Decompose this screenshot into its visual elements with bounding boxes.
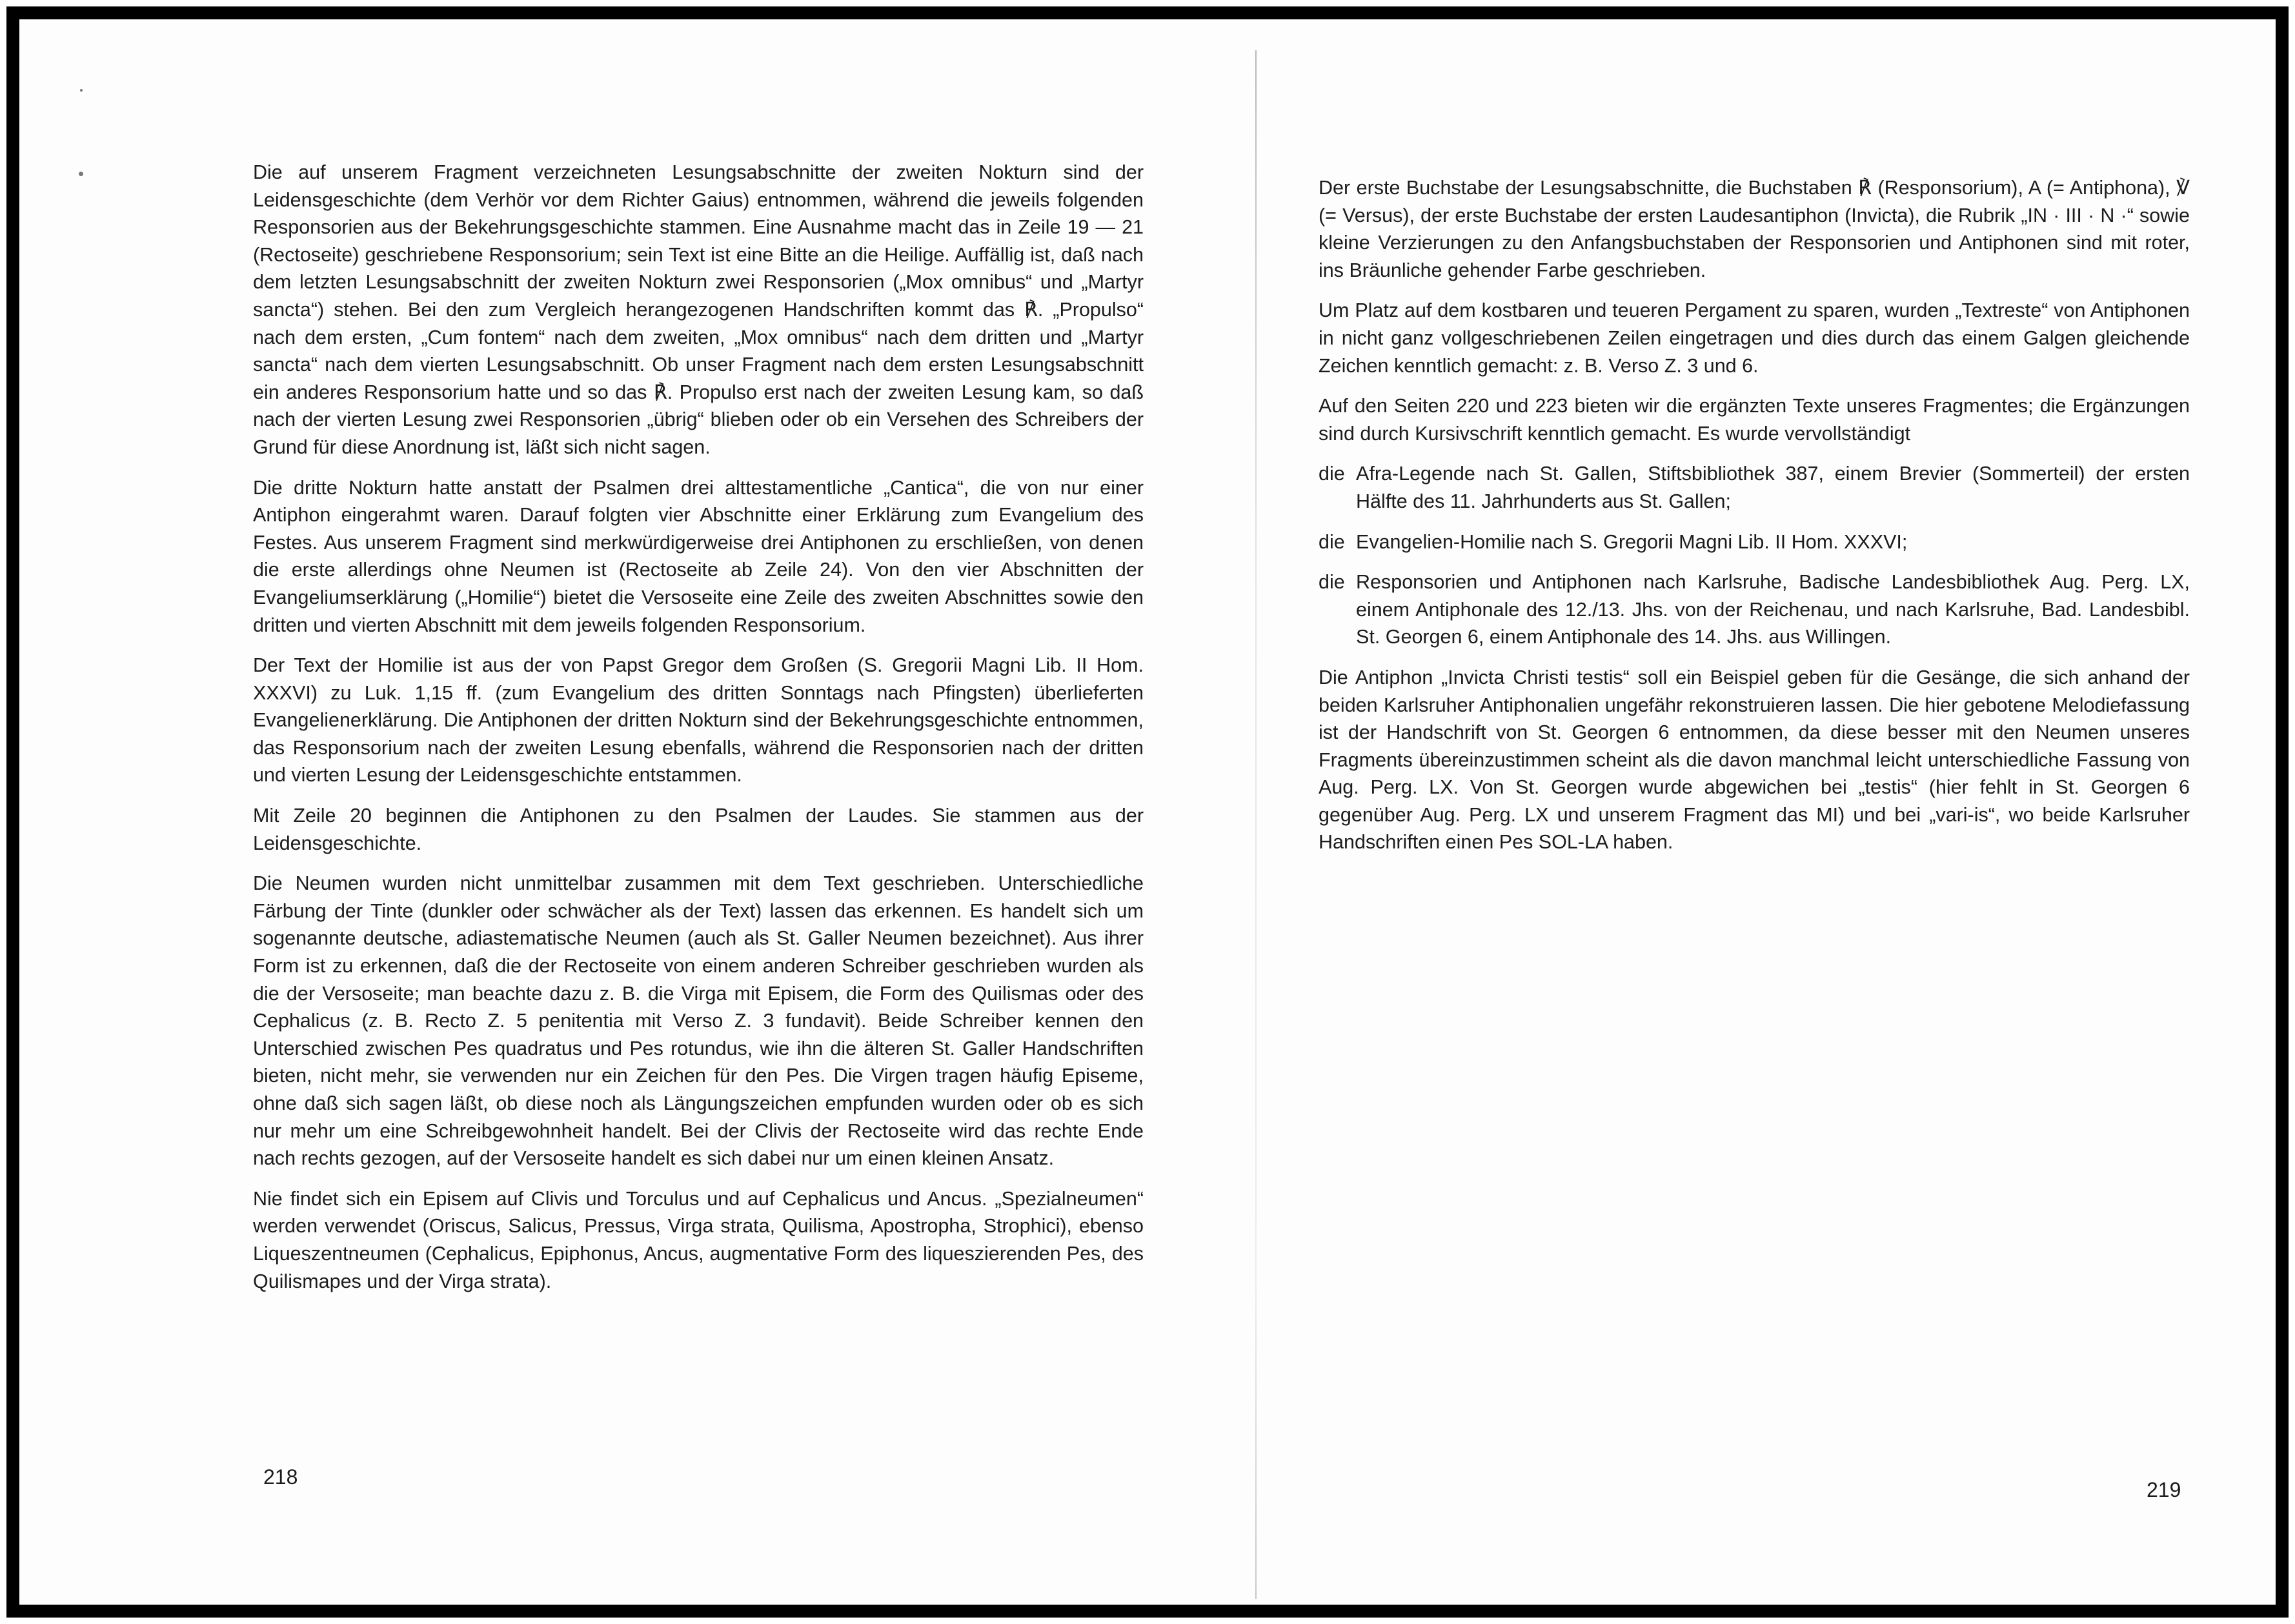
paragraph: Auf den Seiten 220 und 223 bieten wir die ergänzten Texte unseres Fragmentes; die Ergänzungen sind durch Kursivschrift kenntlich gemacht. Es wurde vervollständigt [1319, 395, 2190, 445]
list-item [1319, 528, 2190, 556]
scan-speck [80, 89, 83, 92]
paragraph: Nie findet sich ein Episem auf Clivis und Torculus und auf Cephalicus und Ancus. „Spezialneumen“ werden verwendet (Oriscus, Salicus, Pressus, Virga strata, Quilisma, Apostropha, Strophici), ebenso Liqueszentneumen (Cephalicus, Epiphonus, Ancus, augmentative Form des liqueszierenden Pes, des Quilismapes und der Virga strata). [253, 1187, 1144, 1292]
list-item-text: Evangelien-Homilie nach S. Gregorii Magni Lib. II Hom. XXXVI; [1356, 530, 1908, 553]
book-gutter [1255, 50, 1257, 1599]
page-number-right: 219 [2147, 1478, 2181, 1501]
list-item [1319, 568, 2190, 651]
list-item-label: die [1319, 530, 1345, 553]
paragraph: Um Platz auf dem kostbaren und teueren Pergament zu sparen, wurden „Textreste“ von Antiphonen in nicht ganz vollgeschriebenen Zeilen eingetragen und dies durch das einem Galgen gleichende Zeichen kenntlich gemacht: z. B. Verso Z. 3 und 6. [1319, 299, 2190, 377]
list-item-text: Afra-Legende nach St. Gallen, Stiftsbibliothek 387, einem Brevier (Sommerteil) der ersten Hälfte des 11. Jahrhunderts aus St. Gallen; [1356, 463, 2190, 512]
paragraph: Die Antiphon „Invicta Christi testis“ soll ein Beispiel geben für die Gesänge, die sich anhand der beiden Karlsruher Antiphonalien ungefähr rekonstruieren lassen. Die hier gebotene Melodiefassung ist der Handschrift von St. Georgen 6 entnommen, da diese besser mit den Neumen unseres Fragments übereinzustimmen scheint als die davon manchmal leicht unterschiedliche Fassung von Aug. Perg. LX. Von St. Georgen wurde abgewichen bei „testis“ (hier fehlt in St. Georgen 6 gegenüber Aug. Perg. LX und unserem Fragment das MI) und bei „vari-is“, wo beide Karlsruher Handschriften einen Pes SOL-LA haben. [1319, 666, 2190, 854]
right-page [1319, 174, 2190, 869]
paragraph: Die dritte Nokturn hatte anstatt der Psalmen drei alttestamentliche „Cantica“, die von nur einer Antiphon eingerahmt waren. Darauf folgten vier Abschnitte einer Erklärung zum Evangelium des Festes. Aus unserem Fragment sind merkwürdigerweise drei Antiphonen zu erschließen, von denen die erste allerdings ohne Neumen ist (Rectoseite ab Zeile 24). Von den vier Abschnitten der Evangeliumserklärung („Homilie“) bietet die Versoseite eine Zeile des zweiten Abschnittes sowie den dritten und vierten Abschnitt mit dem jeweils folgenden Responsorium. [253, 476, 1144, 636]
paragraph: Die Neumen wurden nicht unmittelbar zusammen mit dem Text geschrieben. Unterschiedliche Färbung der Tinte (dunkler oder schwächer als der Text) lassen das erkennen. Es handelt sich um sogenannte deutsche, adiastematische Neumen (auch als St. Galler Neumen bezeichnet). Aus ihrer Form ist zu erkennen, daß die der Rectoseite von einem anderen Schreiber geschrieben wurden als die der Versoseite; man beachte dazu z. B. die Virga mit Episem, die Form des Quilismas oder des Cephalicus (z. B. Recto Z. 5 penitentia mit Verso Z. 3 fundavit). Beide Schreiber kennen den Unterschied zwischen Pes quadratus und Pes rotundus, wie ihn die älteren St. Galler Handschriften bieten, nicht mehr, sie verwenden nur ein Zeichen für den Pes. Die Virgen tragen häufig Episeme, ohne daß sich sagen läßt, ob diese noch als Längungszeichen empfunden wurden oder ob es sich nur mehr um eine Schreibgewohnheit handelt. Bei der Clivis der Rectoseite wird das rechte Ende nach rechts gezogen, auf der Versoseite handelt es sich dabei nur um einen kleinen Ansatz. [253, 872, 1144, 1170]
list-item-text: Responsorien und Antiphonen nach Karlsruhe, Badische Landesbibliothek Aug. Perg. LX, einem Antiphonale des 12./13. Jhs. von der Reichenau, und nach Karlsruhe, Bad. Landesbibl. St. Georgen 6, einem Antiphonale des 14. Jhs. aus Willingen. [1356, 571, 2190, 648]
paragraph: Der erste Buchstabe der Lesungsabschnitte, die Buchstaben ℟ (Responsorium), A (= Antiphona), ℣ (= Versus), der erste Buchstabe der ersten Laudesantiphon (Invicta), die Rubrik „IN · III · N ·“ sowie kleine Verzierungen zu den Anfangsbuchstaben der Responsorien und Antiphonen sind mit roter, ins Bräunliche gehender Farbe geschrieben. [1319, 177, 2190, 281]
list-item-label: die [1319, 571, 1345, 594]
scan-speck [79, 172, 83, 176]
paragraph: Der Text der Homilie ist aus der von Papst Gregor dem Großen (S. Gregorii Magni Lib. II Hom. XXXVI) zu Luk. 1,15 ff. (zum Evangelium des dritten Sonntags nach Pfingsten) überlieferten Evangelienerklärung. Die Antiphonen der dritten Nokturn sind der Bekehrungsgeschichte entnommen, das Responsorium nach der zweiten Lesung ebenfalls, während die Responsorien nach der dritten und vierten Lesung der Leidensgeschichte entstammen. [253, 654, 1144, 787]
page-number-left: 218 [263, 1465, 298, 1489]
paragraph: Die auf unserem Fragment verzeichneten Lesungsabschnitte der zweiten Nokturn sind der Leidensgeschichte (dem Verhör vor dem Richter Gaius) entnommen, während die jeweils folgenden Responsorien aus der Bekehrungsgeschichte stammen. Eine Ausnahme macht das in Zeile 19 — 21 (Rectoseite) geschriebene Responsorium; sein Text ist eine Bitte an die Heilige. Auffällig ist, daß nach dem letzten Lesungsabschnitt der zweiten Nokturn zwei Responsorien („Mox omnibus“ und „Martyr sancta“) stehen. Bei den zum Vergleich herangezogenen Handschriften kommt das ℟. „Propulso“ nach dem ersten, „Cum fontem“ nach dem zweiten, „Mox omnibus“ nach dem dritten und „Martyr sancta“ nach dem vierten Lesungsabschnitt. Ob unser Fragment nach dem ersten Lesungsabschnitt ein anderes Responsorium hatte und so das ℟. Propulso erst nach der zweiten Lesung kam, so daß nach der vierten Lesung zwei Responsorien „übrig“ blieben oder ob ein Versehen des Schreibers der Grund für diese Anordnung ist, läßt sich nicht sagen. [253, 161, 1144, 458]
paragraph: Mit Zeile 20 beginnen die Antiphonen zu den Psalmen der Laudes. Sie stammen aus der Leidensgeschichte. [253, 805, 1144, 854]
left-page [253, 159, 1144, 1308]
list-item [1319, 460, 2190, 515]
list-item-label: die [1319, 463, 1345, 485]
